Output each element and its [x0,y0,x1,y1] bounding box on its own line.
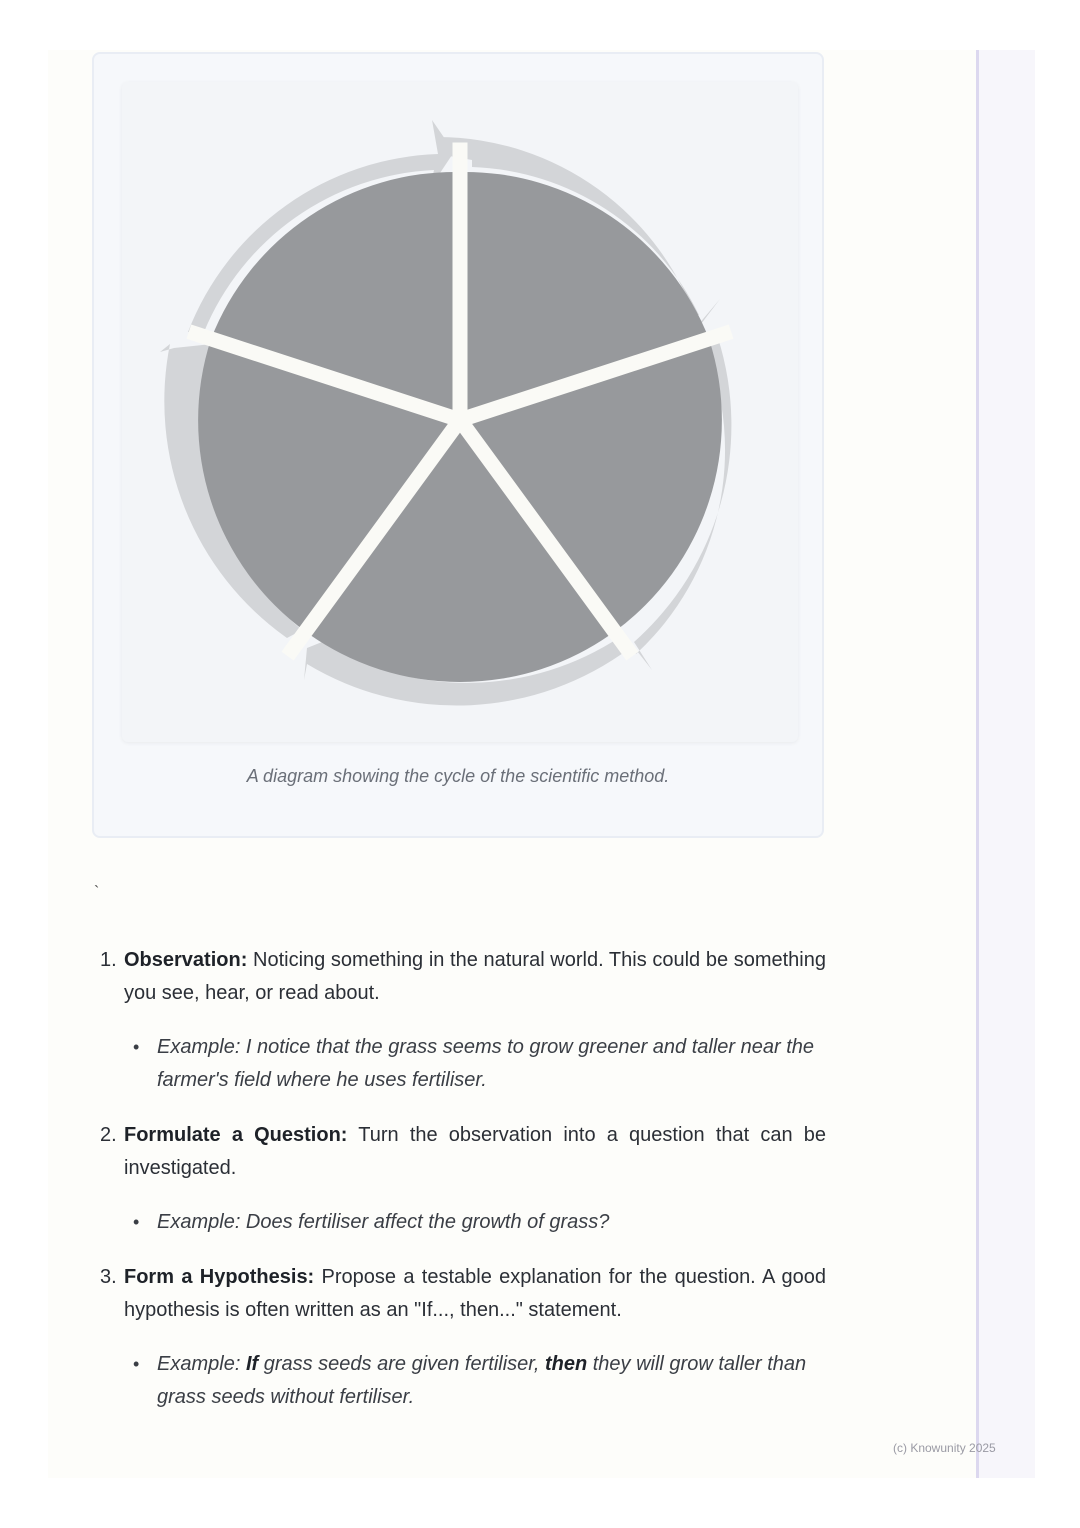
example-suffix: they will grow taller than grass seeds without fertiliser. [157,1353,807,1408]
steps-list [100,944,826,1436]
example-then-word: then [544,1353,588,1375]
step-hypothesis [100,1261,826,1414]
step-example [100,1206,826,1239]
figure-card [92,52,824,838]
step-observation [100,944,826,1097]
step-example [100,1031,826,1097]
step-description [124,1119,826,1185]
step-title: Observation: [124,949,248,971]
step-example [100,1348,826,1414]
example-prefix: Example: [157,1353,246,1375]
bullet-icon: • [133,1212,140,1232]
scientific-method-cycle-diagram [122,82,798,742]
step-number: 2. [100,1124,117,1146]
step-text: Turn the observation into a question that can be investigated. [124,1124,826,1179]
step-description [124,1261,826,1327]
example-middle: grass seeds are given fertiliser, [258,1353,545,1375]
bullet-icon: • [133,1354,140,1374]
step-number: 3. [100,1266,117,1288]
step-text: Propose a testable explanation for the question. A good hypothesis is often written as an "If..., then..." statement. [124,1266,827,1321]
example-text [157,1348,826,1414]
bullet-icon: • [133,1037,140,1057]
example-text: Example: Does fertiliser affect the growth of grass? [157,1211,610,1233]
step-description [124,944,826,1010]
example-if-word: If [245,1353,259,1375]
step-question [100,1119,826,1239]
example-text: Example: I notice that the grass seems to grow greener and taller near the farmer's field where he uses fertiliser. [157,1036,815,1091]
figure-caption: A diagram showing the cycle of the scientific method. [246,766,670,786]
step-title: Form a Hypothesis: [124,1266,315,1288]
step-title: Formulate a Question: [124,1124,348,1146]
step-number: 1. [100,949,117,971]
side-margin [976,50,1035,1478]
stray-mark: ` [94,884,100,901]
figure-image-frame [122,82,798,742]
step-text: Noticing something in the natural world. This could be something you see, hear, or read about. [124,949,826,1004]
copyright-footer: (c) Knowunity 2025 [893,1441,996,1455]
